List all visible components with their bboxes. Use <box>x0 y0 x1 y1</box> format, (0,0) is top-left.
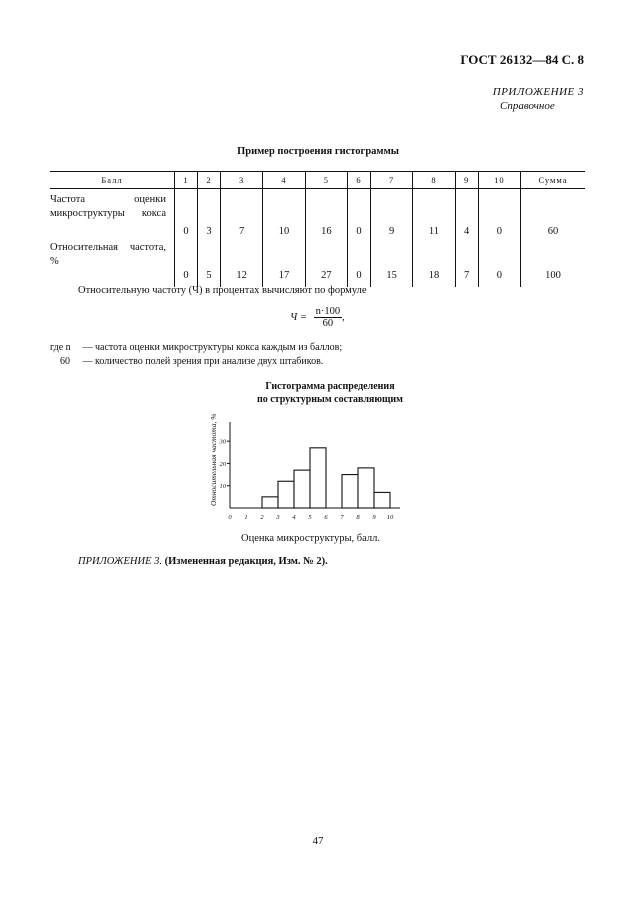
histogram-bar <box>342 475 358 508</box>
table-cell: 0 <box>347 241 370 287</box>
table-cell: 0 <box>175 189 198 242</box>
formula-fraction <box>314 306 343 329</box>
table-header-cell: 9 <box>455 172 478 189</box>
revision-note-ref: ПРИЛОЖЕНИЕ 3. <box>78 556 162 567</box>
formula-legend <box>50 341 342 369</box>
table-cell: 0 <box>347 189 370 242</box>
y-tick-label: 30 <box>219 438 226 446</box>
legend-key: где n <box>50 342 71 353</box>
x-tick-label: 0 <box>228 514 232 521</box>
y-tick-label: 10 <box>219 483 226 491</box>
table-cell: 9 <box>370 189 412 242</box>
page-number: 47 <box>312 835 324 847</box>
formula-numerator: n·100 <box>315 306 341 317</box>
histogram-bar <box>358 468 374 508</box>
histogram-bar <box>310 448 326 508</box>
legend-row <box>50 355 342 369</box>
table-cell: 0 <box>478 189 520 242</box>
formula-tail: , <box>342 311 345 323</box>
formula-intro: Относительную частоту (Ч) в процентах вычисляют по формуле <box>78 285 367 296</box>
x-tick-label: 10 <box>386 514 394 521</box>
table-cell: 0 <box>478 241 520 287</box>
legend-value: — частота оценки микроструктуры кокса каждым из баллов; <box>82 342 343 353</box>
histogram-title-line: по структурным составляющим <box>256 394 403 405</box>
row-label: Относительная частота, % <box>50 242 166 267</box>
revision-note <box>78 556 328 567</box>
x-tick-label: 5 <box>308 514 312 521</box>
table-header-cell: 6 <box>347 172 370 189</box>
histogram-title <box>200 380 460 406</box>
legend-value: — количество полей зрения при анализе двух штабиков. <box>82 356 324 367</box>
table-header-row <box>50 172 585 189</box>
table-cell: 10 <box>263 189 305 242</box>
x-tick-label: 1 <box>244 514 248 521</box>
score-frequency-table <box>50 171 585 287</box>
table-cell: 12 <box>221 241 263 287</box>
table-header-cell: 8 <box>413 172 455 189</box>
appendix-title: ПРИЛОЖЕНИЕ 3 <box>492 86 584 98</box>
section-title: Пример построения гистограммы <box>237 146 399 157</box>
table-row <box>50 241 585 287</box>
table-cell: 5 <box>198 241 221 287</box>
chart-caption: Оценка микроструктуры, балл. <box>241 533 380 544</box>
table-header-cell: 3 <box>221 172 263 189</box>
table-header-cell: Балл <box>50 172 175 189</box>
x-tick-label: 9 <box>372 514 376 521</box>
row-label: Частота оценки микроструктуры кокса <box>50 194 166 219</box>
table-cell: 0 <box>175 241 198 287</box>
formula-denominator: 60 <box>322 318 334 329</box>
histogram-bar <box>262 497 278 508</box>
table-header-cell: 5 <box>305 172 347 189</box>
table-cell: 3 <box>198 189 221 242</box>
x-tick-label: 7 <box>340 514 344 521</box>
y-tick-label: 20 <box>219 460 226 468</box>
table-cell: 16 <box>305 189 347 242</box>
x-tick-label: 6 <box>324 514 328 521</box>
histogram-title-line: Гистограмма распределения <box>265 381 395 392</box>
legend-key: 60 <box>60 356 70 367</box>
table-header-cell: 7 <box>370 172 412 189</box>
revision-note-text: (Измененная редакция, Изм. № 2). <box>164 556 328 567</box>
table-cell: 17 <box>263 241 305 287</box>
table-cell: 27 <box>305 241 347 287</box>
histogram-bar <box>374 492 390 508</box>
table-cell: 7 <box>455 241 478 287</box>
table-cell: 11 <box>413 189 455 242</box>
table-cell: 100 <box>521 241 586 287</box>
x-tick-label: 3 <box>276 514 280 521</box>
histogram-bar <box>278 481 294 508</box>
table-header-cell: 2 <box>198 172 221 189</box>
formula <box>290 306 345 329</box>
table-header-cell: 1 <box>175 172 198 189</box>
table-header-cell: 10 <box>478 172 520 189</box>
legend-row <box>50 341 342 355</box>
table-cell: 4 <box>455 189 478 242</box>
page-header: ГОСТ 26132—84 С. 8 <box>460 52 584 67</box>
table-row <box>50 189 585 242</box>
table-header-cell: 4 <box>263 172 305 189</box>
x-tick-label: 2 <box>260 514 264 521</box>
table-cell: 15 <box>370 241 412 287</box>
table-cell: 18 <box>413 241 455 287</box>
y-axis-label: Относительная частота, % <box>209 413 218 506</box>
histogram-bar <box>294 470 310 508</box>
x-tick-label: 8 <box>356 514 360 521</box>
histogram-chart <box>200 405 400 527</box>
formula-lhs: Ч = <box>290 311 307 323</box>
table-cell: 7 <box>221 189 263 242</box>
x-tick-label: 4 <box>292 514 296 521</box>
appendix-subtitle: Справочное <box>500 100 555 112</box>
table-header-cell: Сумма <box>521 172 586 189</box>
table-cell: 60 <box>521 189 586 242</box>
